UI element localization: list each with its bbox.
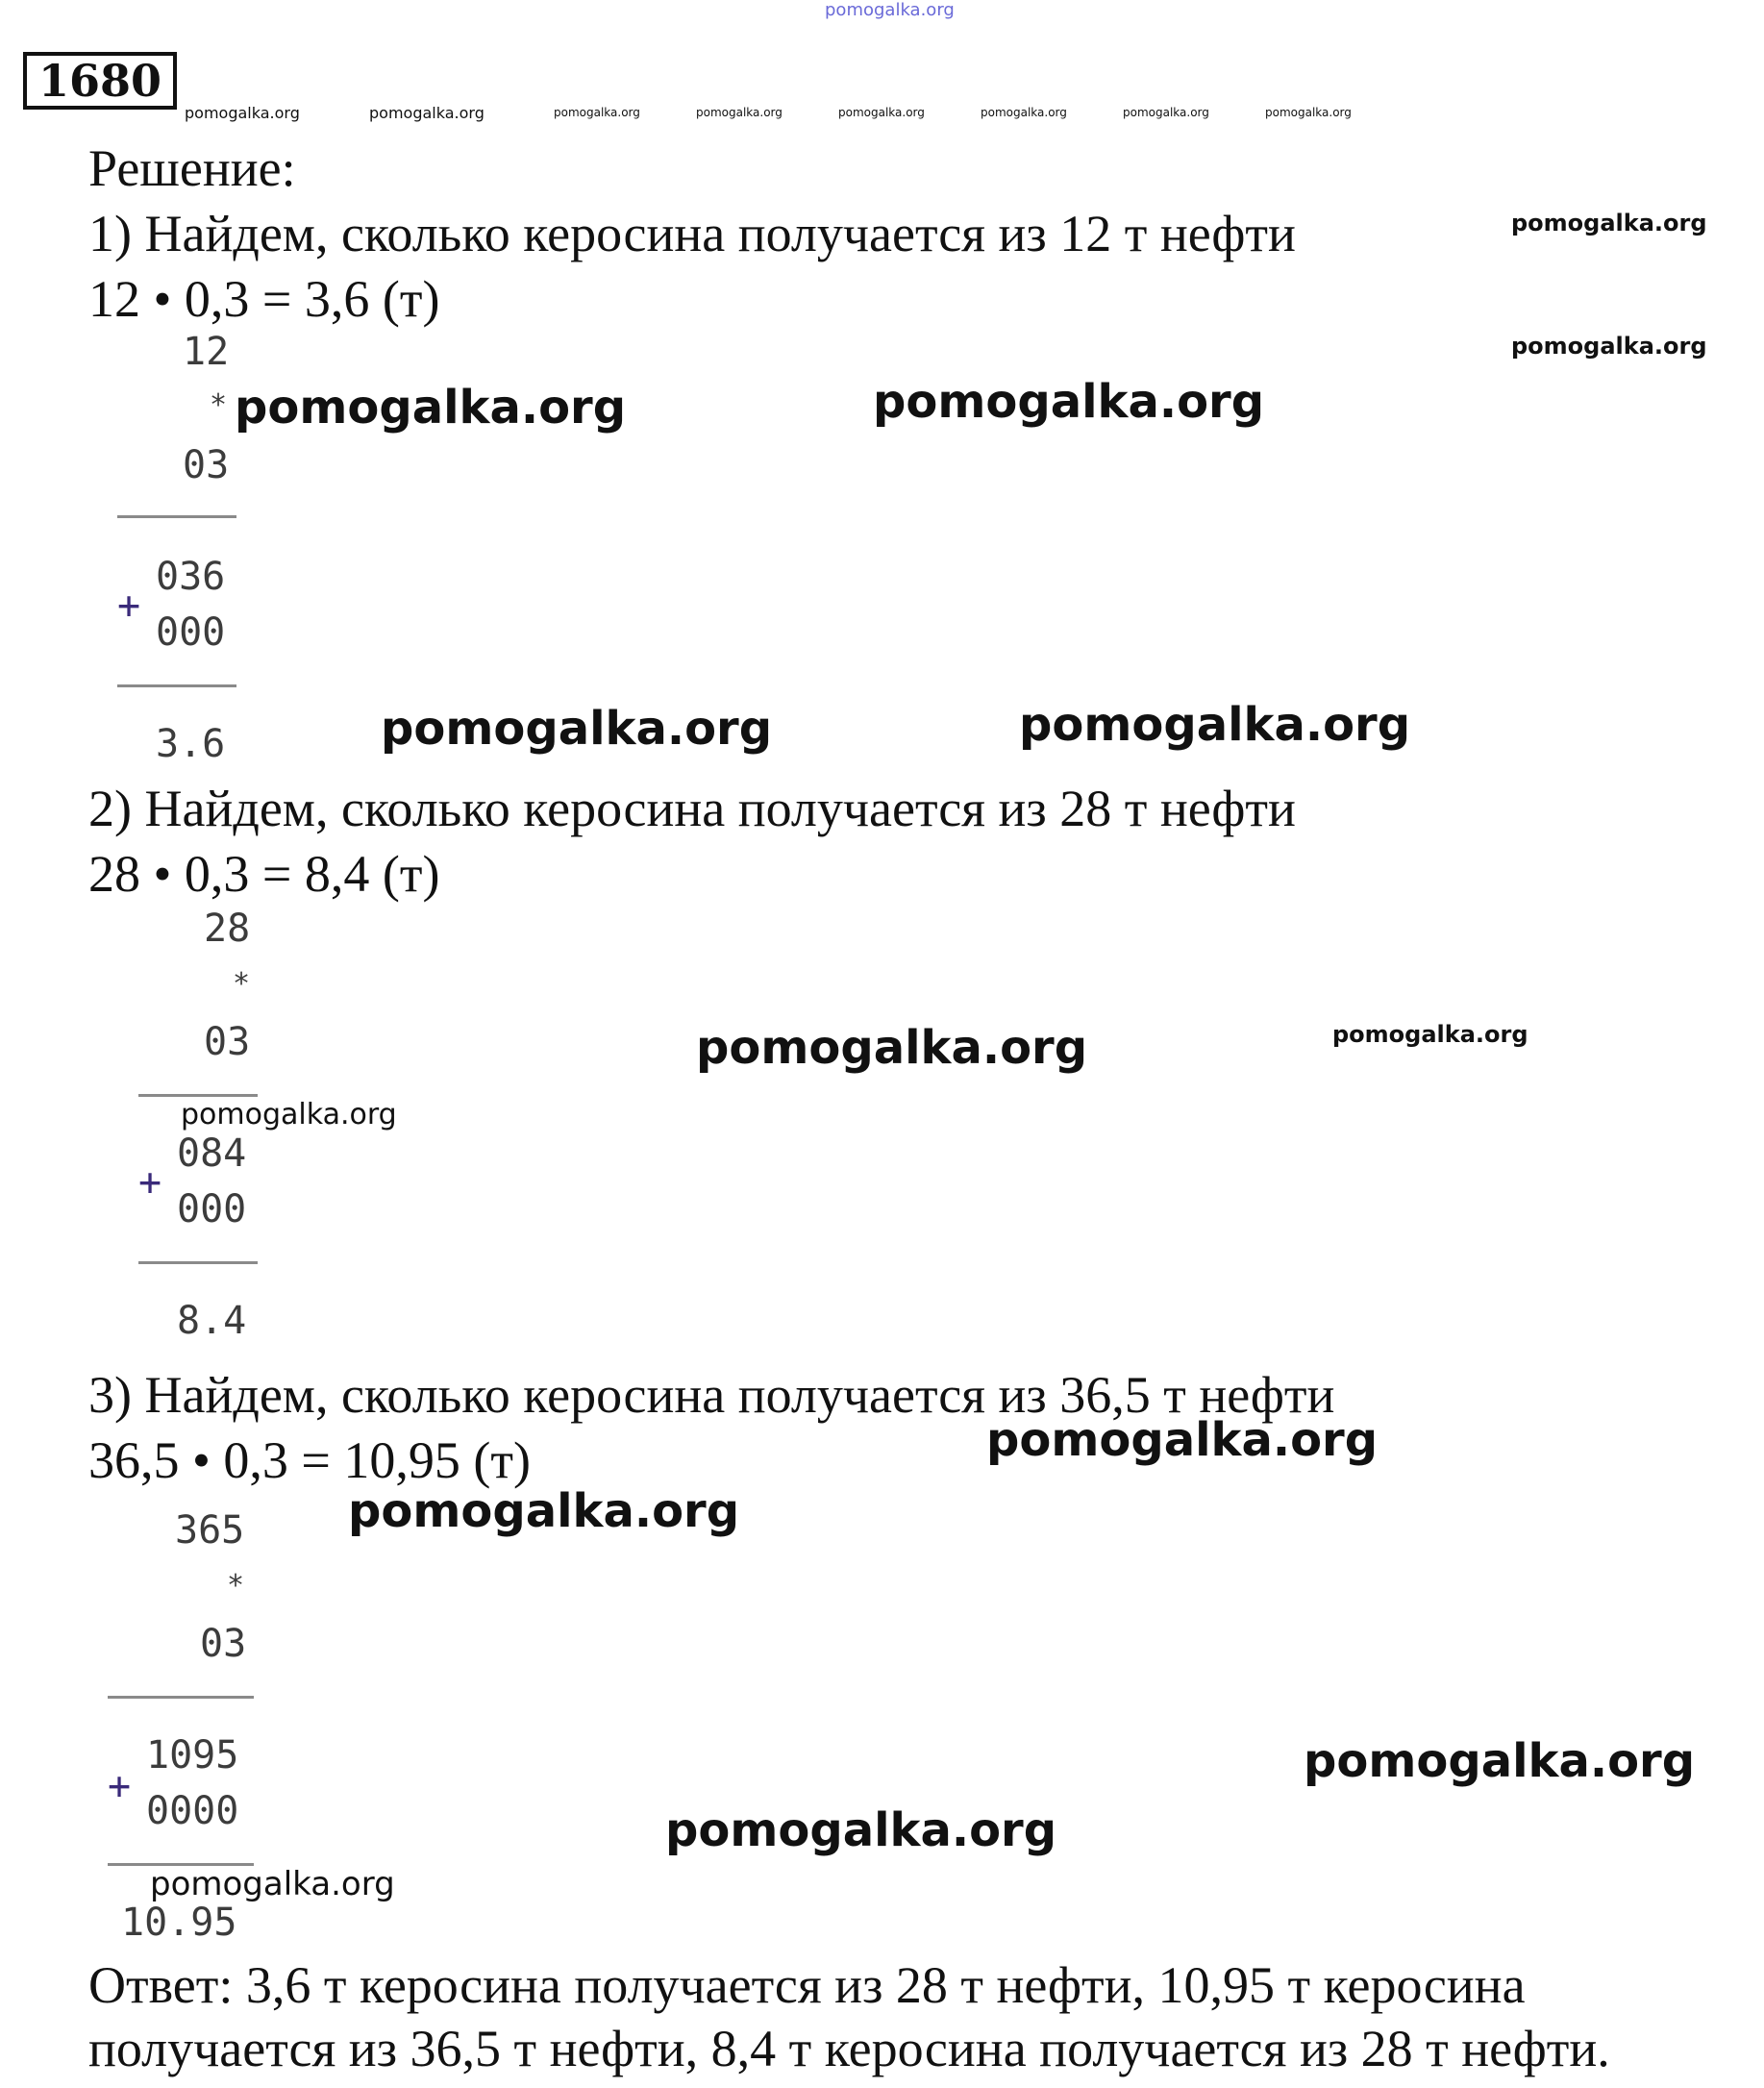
watermark: pomogalka.org [838, 106, 925, 119]
step2-calc-multiplier: 03 [204, 1020, 251, 1064]
step3-calc-partial2: 0000 [146, 1789, 239, 1833]
watermark: pomogalka.org [696, 1021, 1088, 1075]
step2-calc-operator: * [233, 967, 251, 1001]
step1-calc-rule [117, 515, 236, 518]
watermark: pomogalka.org [873, 375, 1265, 429]
answer-line2: получается из 36,5 т нефти, 8,4 т керосина получается из 28 т нефти. [88, 2020, 1610, 2077]
watermark: pomogalka.org [181, 1098, 397, 1131]
step2-calc-rule [138, 1094, 258, 1097]
watermark: pomogalka.org [150, 1865, 395, 1903]
step1-calc-result: 3.6 [156, 722, 226, 766]
watermark: pomogalka.org [348, 1484, 740, 1538]
solution-title: Решение: [88, 139, 296, 197]
step3-calc-partial1: 1095 [146, 1733, 239, 1777]
watermark: pomogalka.org [554, 106, 640, 119]
step1-calc-partial1: 036 [156, 555, 226, 599]
step3-calc-plus: + [108, 1764, 132, 1808]
step2-calc-partial1: 084 [177, 1131, 247, 1176]
step1-text: 1) Найдем, сколько керосина получается из 12 т нефти [88, 205, 1296, 262]
step1-calc-operator: * [210, 388, 228, 422]
watermark: pomogalka.org [981, 106, 1067, 119]
answer-line1: Ответ: 3,6 т керосина получается из 28 т нефти, 10,95 т керосина [88, 1956, 1526, 2014]
step2-calc-plus: + [138, 1160, 162, 1205]
step3-calc-multiplier: 03 [200, 1622, 247, 1666]
watermark: pomogalka.org [986, 1413, 1379, 1467]
step2-calc-partial2: 000 [177, 1187, 247, 1231]
watermark: pomogalka.org [1019, 698, 1411, 752]
watermark: pomogalka.org [185, 104, 300, 122]
step1-calc-multiplier: 03 [183, 443, 230, 487]
watermark: pomogalka.org [381, 702, 773, 756]
step3-calc-result: 10.95 [121, 1901, 237, 1945]
step2-text: 2) Найдем, сколько керосина получается из 28 т нефти [88, 780, 1296, 837]
watermark: pomogalka.org [1304, 1734, 1696, 1788]
watermark: pomogalka.org [1332, 1021, 1528, 1048]
step2-calc-rule [138, 1261, 258, 1264]
watermark: pomogalka.org [665, 1803, 1057, 1857]
step1-calc-plus: + [117, 584, 141, 628]
watermark: pomogalka.org [1123, 106, 1209, 119]
problem-number: 1680 [23, 52, 177, 110]
watermark: pomogalka.org [1265, 106, 1352, 119]
step1-calc-rule [117, 684, 236, 687]
watermark: pomogalka.org [235, 381, 627, 435]
watermark-top: pomogalka.org [825, 0, 955, 20]
step3-equation: 36,5 • 0,3 = 10,95 (т) [88, 1431, 531, 1489]
watermark: pomogalka.org [696, 106, 783, 119]
step2-calc-result: 8.4 [177, 1299, 247, 1343]
step2-calc-multiplicand: 28 [204, 907, 251, 951]
watermark: pomogalka.org [369, 104, 484, 122]
watermark: pomogalka.org [1511, 210, 1707, 236]
step2-equation: 28 • 0,3 = 8,4 (т) [88, 845, 440, 903]
step1-equation: 12 • 0,3 = 3,6 (т) [88, 270, 440, 328]
step1-calc-partial2: 000 [156, 610, 226, 655]
step3-calc-operator: * [227, 1569, 245, 1603]
step3-text: 3) Найдем, сколько керосина получается из 36,5 т нефти [88, 1366, 1335, 1424]
step3-calc-rule [108, 1696, 254, 1699]
step1-calc-multiplicand: 12 [183, 330, 230, 374]
step3-calc-multiplicand: 365 [175, 1508, 245, 1553]
watermark: pomogalka.org [1511, 333, 1707, 360]
